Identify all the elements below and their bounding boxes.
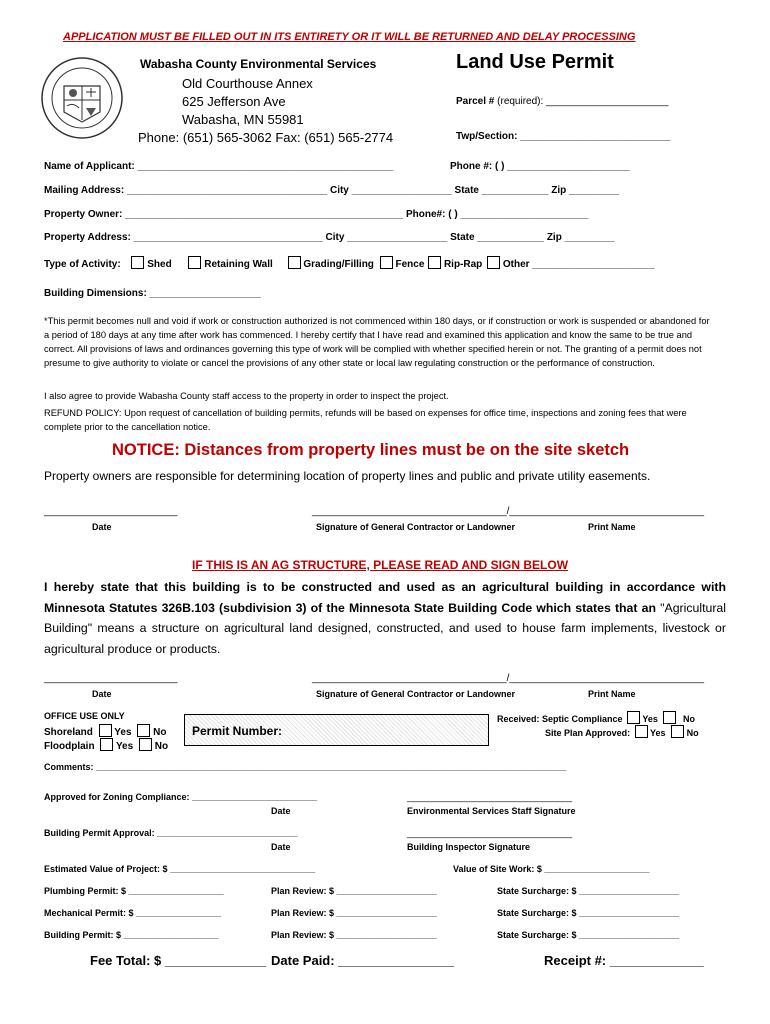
state-surcharge-field-3[interactable]: State Surcharge: $ ____________________ — [497, 930, 680, 940]
inspector-signature-line[interactable]: _________________________________ — [407, 828, 573, 838]
date-label-1: Date — [92, 522, 112, 532]
print-name-label-2: Print Name — [588, 689, 636, 699]
ag-heading: IF THIS IS AN AG STRUCTURE, PLEASE READ AND SIGN BELOW — [192, 558, 569, 572]
activity-option-shed: Shed — [147, 259, 172, 270]
shoreland-label: Shoreland — [44, 727, 93, 738]
septic-no-label: No — [682, 714, 695, 724]
signature-label-2: Signature of General Contractor or Landowner — [316, 689, 516, 699]
applicant-phone-field[interactable]: Phone #: ( ) ______________________ — [450, 161, 630, 172]
floodplain-no-checkbox[interactable] — [139, 738, 152, 751]
activity-label: Type of Activity: — [44, 259, 121, 270]
activity-option-rip-rap: Rip-Rap — [443, 259, 483, 270]
twp-section-field[interactable]: Twp/Section: ___________________________ — [456, 131, 671, 142]
activity-option-fence: Fence — [395, 259, 425, 270]
signature-line-1[interactable]: ___________________________________/___________________________________ — [312, 506, 705, 517]
zoning-approval-field[interactable]: Approved for Zoning Compliance: _________________________ — [44, 792, 318, 802]
shoreland-no-label: No — [153, 727, 167, 738]
form-title: Land Use Permit — [456, 51, 614, 73]
plan-review-field-2[interactable]: Plan Review: $ ____________________ — [271, 908, 437, 918]
date-paid-field[interactable]: Date Paid: ________________ — [271, 953, 454, 968]
parcel-field[interactable] — [456, 96, 668, 107]
notice-title: NOTICE: Distances from property lines must be on the site sketch — [112, 441, 630, 459]
address-line-1: Old Courthouse Annex — [182, 76, 313, 91]
retaining-wall-checkbox[interactable] — [188, 256, 201, 269]
ag-statement — [44, 577, 726, 659]
grading-filling-checkbox[interactable] — [288, 256, 301, 269]
applicant-name-field[interactable]: Name of Applicant: ______________________________________________ — [44, 161, 394, 172]
mechanical-permit-field[interactable]: Mechanical Permit: $ _________________ — [44, 908, 222, 918]
shoreland-no-checkbox[interactable] — [137, 724, 150, 737]
building-permit-field[interactable]: Building Permit: $ ___________________ — [44, 930, 219, 940]
signature-label-1: Signature of General Contractor or Landowner — [316, 522, 516, 532]
shoreland-yes-checkbox[interactable] — [99, 724, 112, 737]
inspector-signature-label: Building Inspector Signature — [407, 842, 531, 852]
other-checkbox[interactable] — [487, 256, 500, 269]
env-signature-label: Environmental Services Staff Signature — [407, 806, 576, 816]
estimated-value-field[interactable]: Estimated Value of Project: $ _____________________________ — [44, 864, 316, 874]
parcel-required: (required): ______________________ — [494, 96, 669, 107]
parcel-label: Parcel # — [456, 96, 495, 107]
septic-label: Received: Septic Compliance — [497, 714, 623, 724]
floodplain-yes-label: Yes — [115, 741, 134, 752]
activity-row — [44, 256, 655, 270]
site-plan-yes-label: Yes — [650, 728, 666, 738]
fee-total-field[interactable]: Fee Total: $ ______________ — [90, 953, 267, 968]
plumbing-permit-field[interactable]: Plumbing Permit: $ ___________________ — [44, 886, 224, 896]
zoning-date-label: Date — [271, 806, 291, 816]
building-date-label: Date — [271, 842, 291, 852]
date-line-1[interactable]: ________________________ — [44, 506, 178, 517]
site-plan-label: Site Plan Approved: — [545, 728, 631, 738]
ag-statement-normal: "Agricultural Building" means a structure on agricultural land designed, constructed, and used to house farm implements, livestock or agricultural produce or products. — [44, 600, 726, 656]
floodplain-label: Floodplain — [44, 741, 95, 752]
site-plan-no-checkbox[interactable] — [671, 725, 684, 738]
receipt-number-field[interactable]: Receipt #: _____________ — [544, 953, 704, 968]
ag-statement-bold: I hereby state that this building is to be constructed and used as an agricultural building in accordance with Minnesota Statutes 326B.103 (subdivision 3) of the Minnesota State Building Code which states that an — [44, 580, 726, 615]
comments-field[interactable]: Comments: ______________________________________________________________________________________________ — [44, 762, 567, 772]
address-line-2: 625 Jefferson Ave — [182, 94, 286, 109]
site-plan-yes-checkbox[interactable] — [635, 725, 648, 738]
floodplain-yes-checkbox[interactable] — [100, 738, 113, 751]
env-signature-line[interactable]: _________________________________ — [407, 792, 573, 802]
shoreland-row — [44, 724, 166, 738]
site-work-value-field[interactable]: Value of Site Work: $ _____________________ — [453, 864, 650, 874]
state-surcharge-field-1[interactable]: State Surcharge: $ ____________________ — [497, 886, 680, 896]
building-approval-field[interactable]: Building Permit Approval: ____________________________ — [44, 828, 298, 838]
septic-yes-checkbox[interactable] — [627, 711, 640, 724]
building-dimensions-field[interactable]: Building Dimensions: ____________________ — [44, 288, 261, 299]
state-surcharge-field-2[interactable]: State Surcharge: $ ____________________ — [497, 908, 680, 918]
plan-review-field-1[interactable]: Plan Review: $ ____________________ — [271, 886, 437, 896]
phone-fax-line: Phone: (651) 565-3062 Fax: (651) 565-2774 — [138, 130, 394, 145]
refund-policy: REFUND POLICY: Upon request of cancellation of building permits, refunds will be based on expenses for office time, inspections and zoning fees that were complete prior to the cancellation notice. — [44, 408, 687, 432]
date-line-2[interactable]: ________________________ — [44, 673, 178, 684]
plan-review-field-3[interactable]: Plan Review: $ ____________________ — [271, 930, 437, 940]
terms-paragraph: *This permit becomes null and void if work or construction authorized is not commenced within 180 days, or if construction or work is suspended or abandoned for a period of 180 days at any time after work has commenced. I hereby certify that I have read and examined this application and know the same to be true and correct. All provisions of laws and ordinances governing this type of work will be complied with whether specified herein or not. The granting of a permit does not presume to give authority to violate or cancel the provisions of any other state or local law regulating construction or the performance of construction. — [44, 316, 710, 368]
dept-name: Wabasha County Environmental Services — [140, 57, 377, 71]
septic-row — [497, 711, 695, 724]
print-name-label-1: Print Name — [588, 522, 636, 532]
signature-line-2[interactable]: ___________________________________/___________________________________ — [312, 673, 705, 684]
office-use-title: OFFICE USE ONLY — [44, 711, 125, 721]
county-seal-icon — [40, 56, 124, 140]
floodplain-no-label: No — [154, 741, 169, 752]
floodplain-row — [44, 738, 168, 752]
fence-checkbox[interactable] — [380, 256, 393, 269]
property-address-field[interactable]: Property Address: __________________________________ City __________________ State ____________ Zip _________ — [44, 232, 615, 243]
permit-number-label: Permit Number: — [192, 724, 283, 738]
notice-text: Property owners are responsible for determining location of property lines and public and private utility easements. — [44, 469, 651, 483]
septic-no-checkbox[interactable] — [663, 711, 676, 724]
activity-option-retaining-wall: Retaining Wall — [204, 259, 273, 270]
activity-option-other: Other ______________________ — [502, 259, 655, 270]
activity-option-grading: Grading/Filling — [303, 259, 374, 270]
site-plan-no-label: No — [686, 728, 699, 738]
property-owner-field[interactable]: Property Owner: __________________________________________________ Phone#: ( ) _______________________ — [44, 209, 589, 220]
mailing-address-field[interactable]: Mailing Address: ____________________________________ City __________________ State ____________ Zip _________ — [44, 185, 620, 196]
rip-rap-checkbox[interactable] — [428, 256, 441, 269]
date-label-2: Date — [92, 689, 112, 699]
inspection-agreement: I also agree to provide Wabasha County staff access to the property in order to inspect the project. — [44, 391, 449, 401]
site-plan-row — [545, 725, 699, 738]
warning-banner: APPLICATION MUST BE FILLED OUT IN ITS ENTIRETY OR IT WILL BE RETURNED AND DELAY PROCESSING — [63, 31, 636, 43]
septic-yes-label: Yes — [642, 714, 658, 724]
shed-checkbox[interactable] — [131, 256, 144, 269]
address-line-3: Wabasha, MN 55981 — [182, 112, 304, 127]
shoreland-yes-label: Yes — [114, 727, 132, 738]
